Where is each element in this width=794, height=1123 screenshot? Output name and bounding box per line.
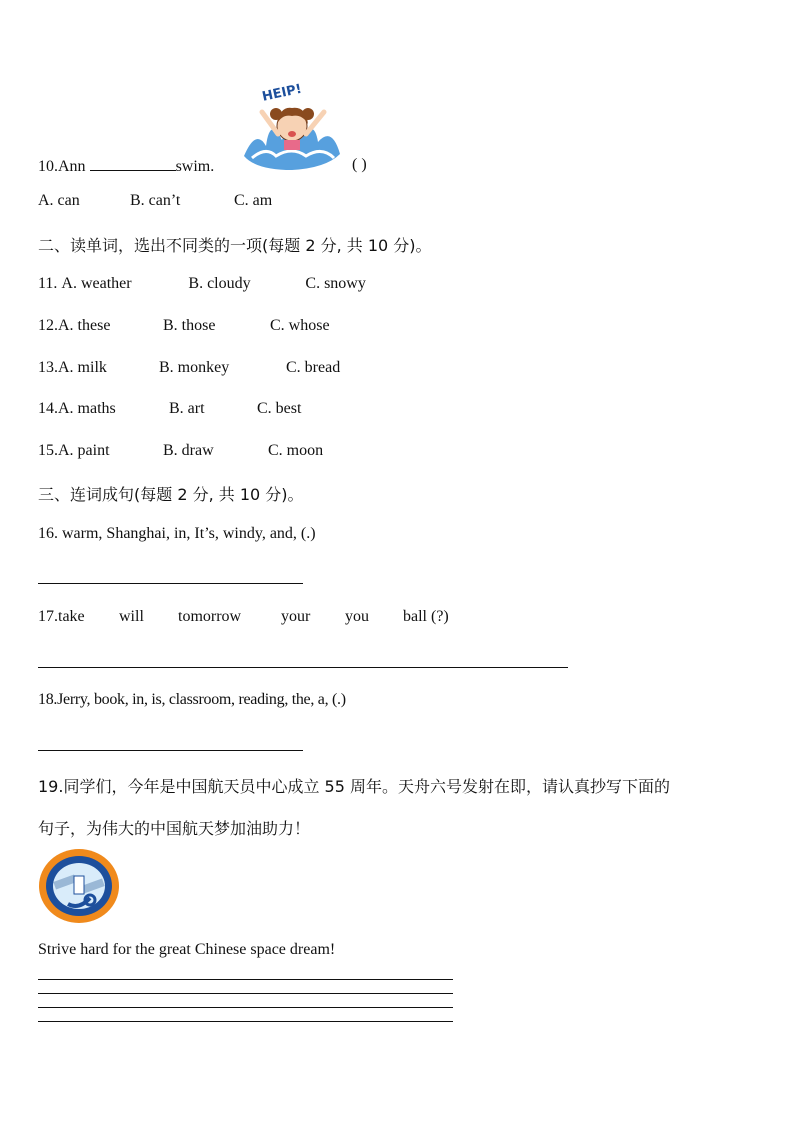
q10-option-c[interactable]: C. am [234,192,273,209]
q10-bracket[interactable] [352,156,367,174]
question-18: 18.Jerry, book, in, is, classroom, reading, the, a, (.) [38,691,346,708]
question-13 [38,359,340,377]
q17-answer-line[interactable] [38,667,568,668]
q13-option-c[interactable]: C. bread [286,359,341,376]
question-19-line-1: 19.同学们，今年是中国航天员中心成立 55 周年。天舟六号发射在即，请认真抄写下面的 [38,777,670,796]
q17-word-2: will [119,608,144,625]
copy-line-3[interactable] [38,1007,453,1008]
q10-prefix: 10.Ann [38,158,90,175]
question-16: 16. warm, Shanghai, in, It’s, windy, and, (.) [38,525,316,542]
q14-option-c[interactable]: C. best [257,400,302,417]
q10-answer-blank[interactable] [90,156,176,171]
q10-options [38,192,272,210]
q17-word-3: tomorrow [178,608,242,625]
section-2-title: 二、读单词，选出不同类的一项(每题 2 分, 共 10 分)。 [38,236,432,255]
q15-option-a[interactable]: A. paint [58,442,110,459]
q12-option-a[interactable]: A. these [58,317,111,334]
q11-option-a[interactable]: A. weather [61,275,132,292]
q14-number: 14. [38,400,58,417]
q18-answer-line[interactable] [38,750,303,751]
question-12 [38,317,330,335]
q16-answer-line[interactable] [38,583,303,584]
q17-word-1: take [58,608,85,625]
q10-bracket-text: ( ) [352,156,367,173]
q17-word-4: your [281,608,311,625]
question-11 [38,275,366,293]
q11-number: 11. [38,275,62,292]
q11-option-c[interactable]: C. snowy [305,275,366,292]
question-15 [38,442,323,460]
q15-option-c[interactable]: C. moon [268,442,324,459]
copy-line-4[interactable] [38,1021,453,1022]
q15-number: 15. [38,442,58,459]
q10-option-a[interactable]: A. can [38,192,80,209]
q17-number: 17. [38,608,58,625]
girl-swimming-help-illustration [236,76,348,172]
q15-option-b[interactable]: B. draw [163,442,214,459]
q17-word-6: ball (?) [403,608,449,625]
q17-word-5: you [345,608,369,625]
q10-option-b[interactable]: B. can’t [130,192,181,209]
q12-option-c[interactable]: C. whose [270,317,330,334]
question-10 [38,156,214,176]
q12-number: 12. [38,317,58,334]
question-17 [38,608,449,626]
copy-line-1[interactable] [38,979,453,980]
question-19-line-2: 句子，为伟大的中国航天梦加油助力！ [38,819,311,838]
q13-number: 13. [38,359,58,376]
section-3-title: 三、连词成句(每题 2 分, 共 10 分)。 [38,485,304,504]
q11-option-b[interactable]: B. cloudy [188,275,251,292]
q14-option-b[interactable]: B. art [169,400,205,417]
space-mission-emblem-icon [38,848,120,924]
q12-option-b[interactable]: B. those [163,317,216,334]
q14-option-a[interactable]: A. maths [58,400,116,417]
q10-suffix: swim. [175,158,215,175]
question-14 [38,400,301,418]
help-caption: HEIP! [260,81,304,105]
copy-sentence: Strive hard for the great Chinese space dream! [38,941,336,958]
q13-option-b[interactable]: B. monkey [159,359,230,376]
q13-option-a[interactable]: A. milk [58,359,107,376]
copy-line-2[interactable] [38,993,453,994]
